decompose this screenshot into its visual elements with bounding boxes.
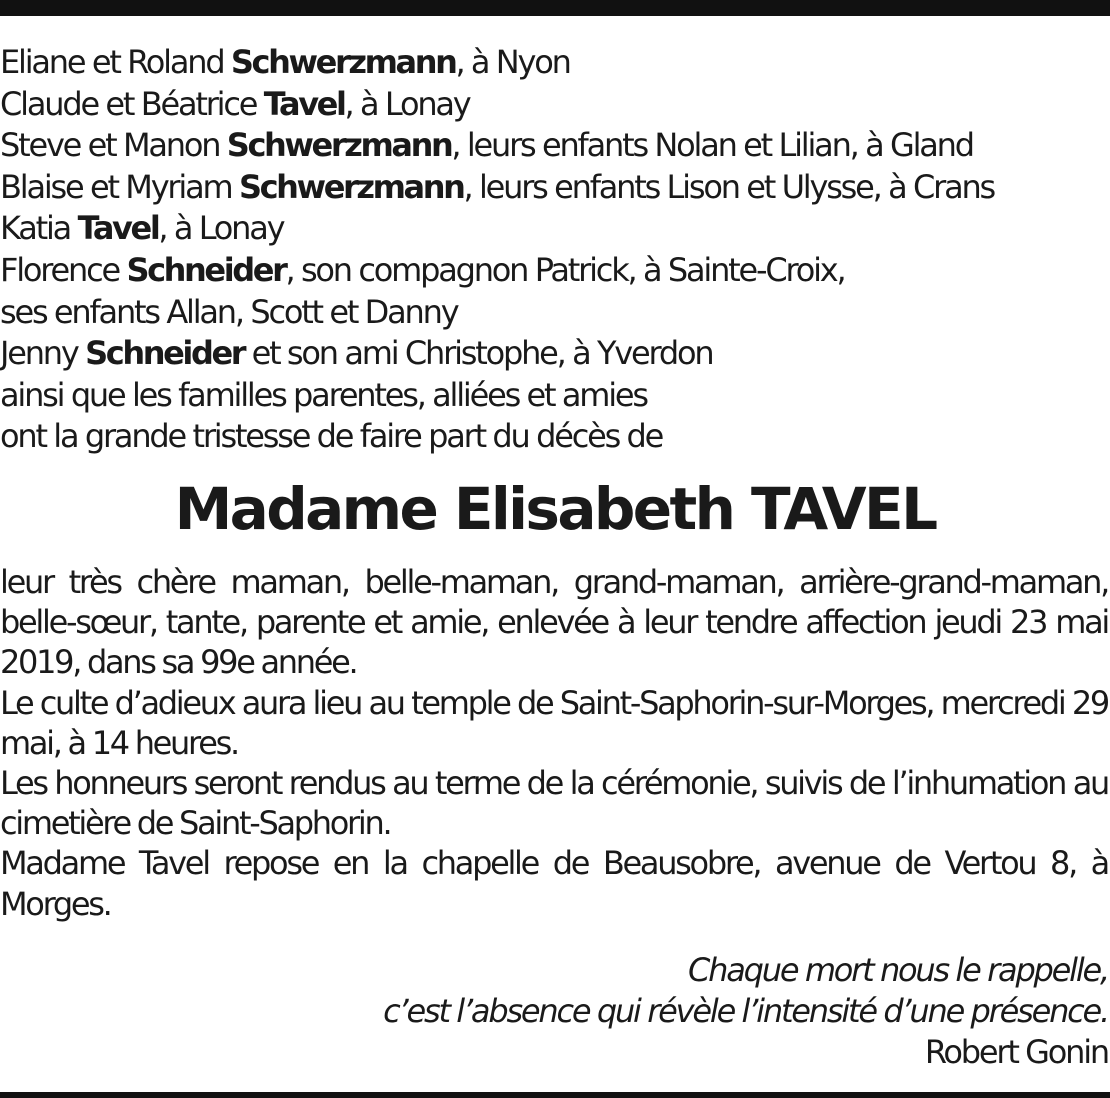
quote-line: c’est l’absence qui révèle l’intensité d’une présence. xyxy=(383,992,1108,1030)
family-line: Eliane et Roland Schwerzmann, à Nyon xyxy=(0,43,570,81)
family-line: Katia Tavel, à Lonay xyxy=(0,209,284,248)
announcement-paragraph: Les honneurs seront rendus au terme de la cérémonie, suivis de l’inhumation au cimetière de Saint-Saphorin. xyxy=(0,764,1108,843)
family-surname: Schwerzmann xyxy=(238,167,464,206)
family-surname: Schneider xyxy=(85,334,245,373)
family-surname: Schneider xyxy=(126,250,286,289)
family-line: Florence Schneider, son compagnon Patrick, à Sainte-Croix, xyxy=(0,250,845,289)
family-surname: Schwerzmann xyxy=(230,43,456,81)
family-line: Steve et Manon Schwerzmann, leurs enfants Nolan et Lilian, à Gland xyxy=(0,126,973,165)
family-line: ainsi que les familles parentes, alliées et amies xyxy=(0,375,647,414)
family-surname: Tavel xyxy=(77,209,159,248)
family-line: Claude et Béatrice Tavel, à Lonay xyxy=(0,84,470,123)
announcement-body xyxy=(0,562,1108,924)
bottom-border-rule xyxy=(0,1092,1110,1098)
family-line: Jenny Schneider et son ami Christophe, à Yverdon xyxy=(0,334,713,373)
quote-author: Robert Gonin xyxy=(924,1033,1108,1071)
memorial-quote xyxy=(8,950,1108,1073)
announcement-paragraph: Le culte d’adieux aura lieu au temple de Saint-Saphorin-sur-Morges, mercredi 29 mai, à 14 heures. xyxy=(0,683,1108,762)
announcement-paragraph: leur très chère maman, belle-maman, grand-maman, arrière-grand-maman, belle-sœur, tante, parente et amie, enlevée à leur tendre affection jeudi 23 mai 2019, dans sa 99e année. xyxy=(0,563,1108,682)
family-list xyxy=(0,42,1100,458)
deceased-name: Madame Elisabeth TAVEL xyxy=(174,475,936,543)
family-surname: Schwerzmann xyxy=(226,126,452,165)
family-line: Blaise et Myriam Schwerzmann, leurs enfants Lison et Ulysse, à Crans xyxy=(0,167,995,206)
announcement-paragraph: Madame Tavel repose en la chapelle de Beausobre, avenue de Vertou 8, à Morges. xyxy=(0,844,1108,923)
family-line: ses enfants Allan, Scott et Danny xyxy=(0,292,458,331)
top-border-rule xyxy=(0,0,1110,16)
family-surname: Tavel xyxy=(263,84,345,123)
family-line: ont la grande tristesse de faire part du décès de xyxy=(0,417,663,456)
quote-line: Chaque mort nous le rappelle, xyxy=(688,951,1108,989)
